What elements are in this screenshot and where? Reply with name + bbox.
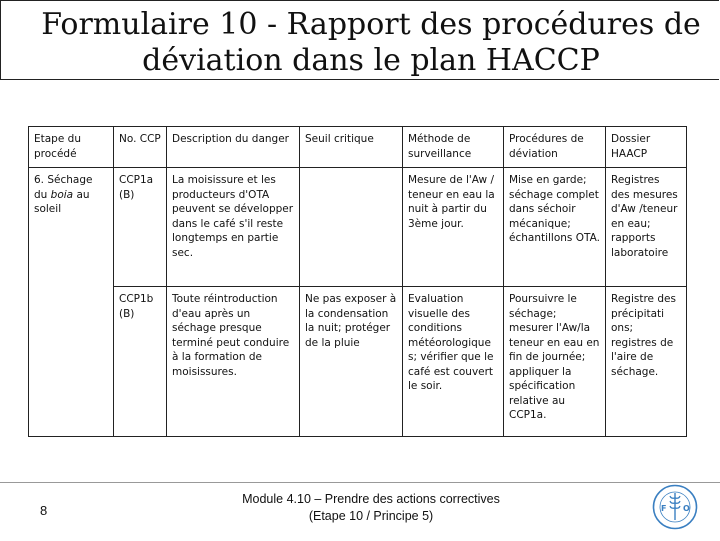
- header-dossier: Dossier HAACP: [606, 127, 687, 168]
- module-line-2: (Etape 10 / Principe 5): [308, 509, 434, 523]
- cell-ccp: CCP1a (B): [114, 168, 167, 287]
- cell-etape: [29, 168, 114, 437]
- table-row: [29, 287, 687, 437]
- svg-text:O: O: [683, 504, 690, 513]
- header-methode: Méthode de surveillance: [403, 127, 504, 168]
- step-italic: boia: [50, 188, 74, 201]
- header-seuil: Seuil critique: [300, 127, 403, 168]
- module-caption: [210, 491, 532, 525]
- title-box: [0, 0, 719, 80]
- module-line-1: Module 4.10 – Prendre des actions correctives: [242, 492, 500, 506]
- header-danger: Description du danger: [167, 127, 300, 168]
- cell-seuil: Ne pas exposer à la condensation la nuit; protéger de la pluie: [300, 287, 403, 437]
- fao-logo-icon: [652, 484, 698, 530]
- header-etape: Etape du procédé: [29, 127, 114, 168]
- cell-procedure: Poursuivre le séchage; mesurer l'Aw/la teneur en eau en fin de journée; appliquer la spécification relative au CCP1a.: [504, 287, 606, 437]
- cell-methode: Mesure de l'Aw / teneur en eau la nuit à partir du 3ème jour.: [403, 168, 504, 287]
- cell-procedure: Mise en garde; séchage complet dans séchoir mécanique; échantillons OTA.: [504, 168, 606, 287]
- step-prefix: 6. Séchage du: [34, 174, 93, 201]
- cell-dossier: Registre des précipitati ons; registres de l'aire de séchage.: [606, 287, 687, 437]
- svg-text:F: F: [661, 504, 667, 513]
- page-title: [1, 7, 720, 79]
- cell-methode: Evaluation visuelle des conditions météorologique s; vérifier que le café est couvert le soir.: [403, 287, 504, 437]
- header-row: [29, 127, 687, 168]
- cell-ccp: CCP1b (B): [114, 287, 167, 437]
- cell-dossier: Registres des mesures d'Aw /teneur en eau; rapports laboratoire: [606, 168, 687, 287]
- header-ccp: No. CCP: [114, 127, 167, 168]
- page-number: 8: [40, 503, 48, 518]
- title-line-2: déviation dans le plan HACCP: [142, 43, 600, 78]
- haccp-table: [28, 126, 687, 437]
- cell-danger: La moisissure et les producteurs d'OTA peuvent se développer dans le café s'il reste longtemps en partie sec.: [167, 168, 300, 287]
- header-procedure: Procédures de déviation: [504, 127, 606, 168]
- title-line-1: Formulaire 10 - Rapport des procédures de: [41, 7, 701, 42]
- step-suffix: au soleil: [34, 188, 90, 215]
- table-row: [29, 168, 687, 287]
- cell-seuil: [300, 168, 403, 287]
- cell-danger: Toute réintroduction d'eau après un séchage presque terminé peut conduire à la formation de moisissures.: [167, 287, 300, 437]
